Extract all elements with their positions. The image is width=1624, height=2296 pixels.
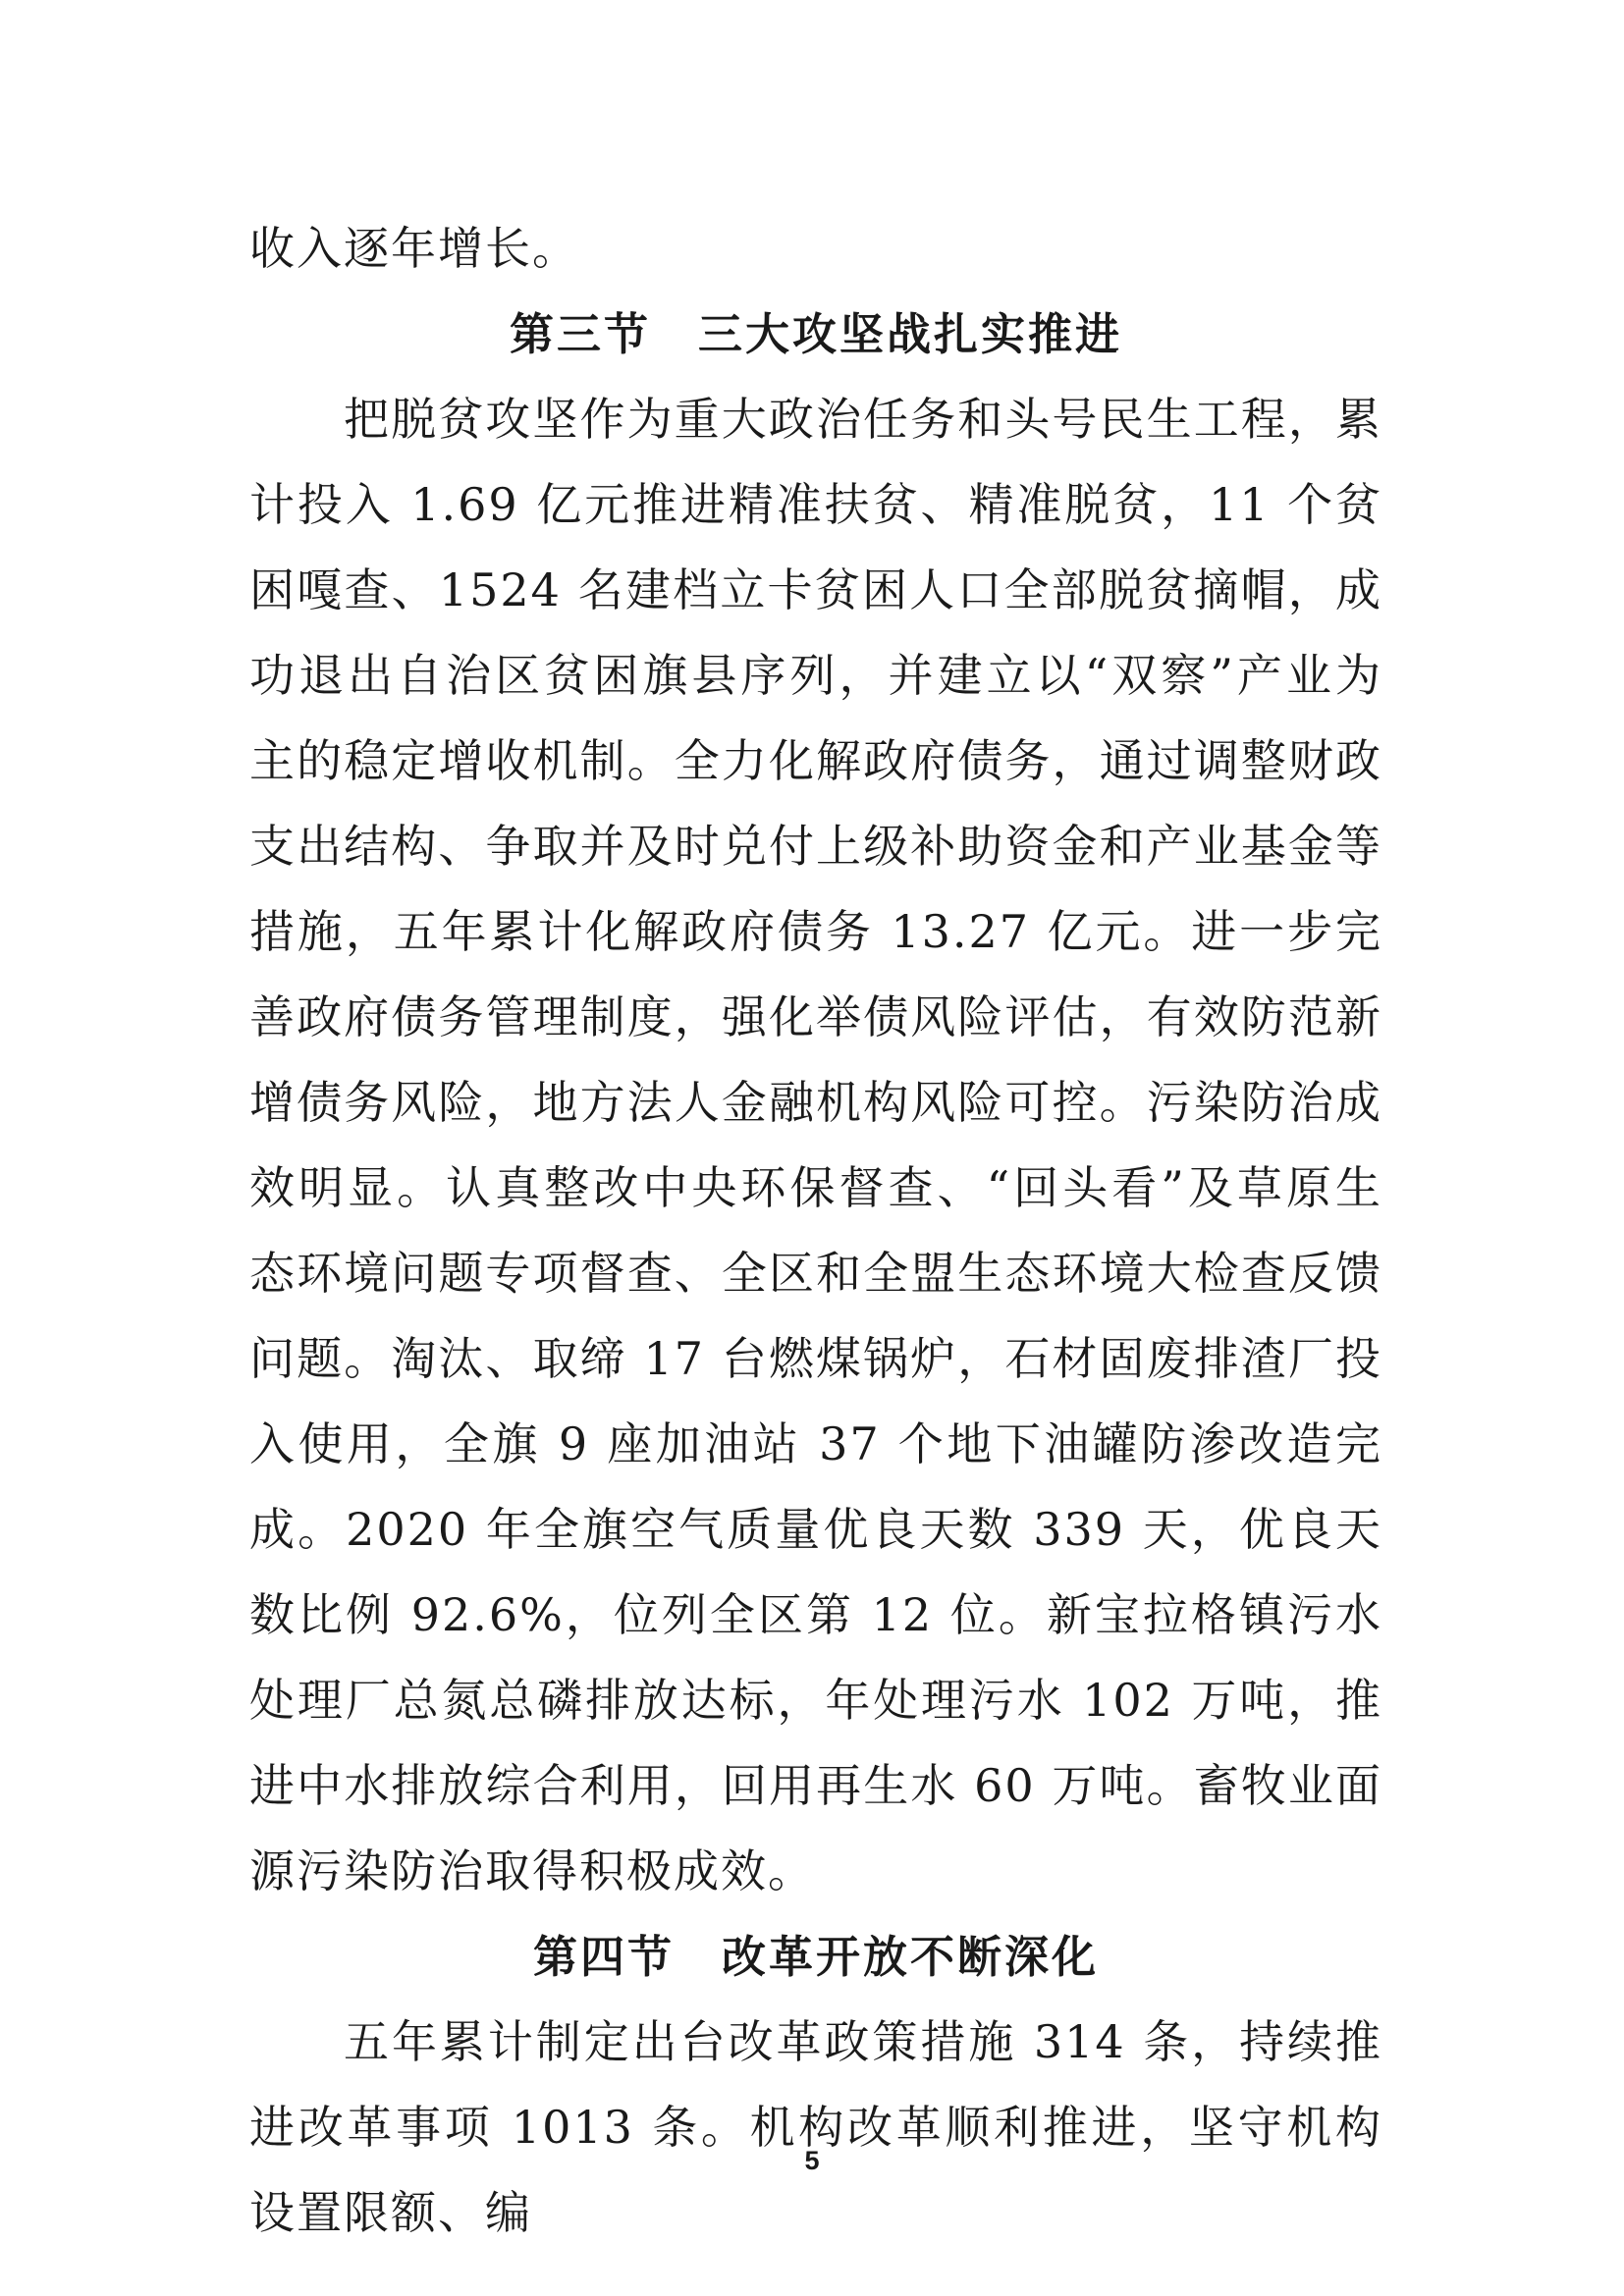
paragraph-reform: 五年累计制定出台改革政策措施 314 条，持续推进改革事项 1013 条。机构改革顺利推进，坚守机构设置限额、编 [249, 2015, 1382, 2239]
paragraph-continuation: 收入逐年增长。 [249, 222, 579, 275]
paragraph-poverty-debt-pollution: 把脱贫攻坚作为重大政治任务和头号民生工程，累计投入 1.69 亿元推进精准扶贫、精准脱贫，11 个贫困嘎查、1524 名建档立卡贫困人口全部脱贫摘帽，成功退出自治区贫困旗县序列，并建立以“双察”产业为主的稳定增收机制。全力化解政府债务，通过调整财政支出结构、争取并及时兑付上级补助资金和产业基金等措施，五年累计化解政府债务 13.27 亿元。进一步完善政府债务管理制度，强化举债风险评估，有效防范新增债务风险，地方法人金融机构风险可控。污染防治成效明显。认真整改中央环保督查、“回头看”及草原生态环境问题专项督查、全区和全盟生态环境大检查反馈问题。淘汰、取缔 17 台燃煤锅炉，石材固废排渣厂投入使用，全旗 9 座加油站 37 个地下油罐防渗改造完成。2020 年全旗空气质量优良天数 339 天，优良天数比例 92.6%，位列全区第 12 位。新宝拉格镇污水处理厂总氮总磷排放达标，年处理污水 102 万吨，推进中水排放综合利用，回用再生水 60 万吨。畜牧业面源污染防治取得积极成效。 [249, 393, 1382, 1897]
page-number: 5 [804, 2146, 820, 2175]
section-heading-3: 第三节 三大攻坚战扎实推进 [509, 308, 1122, 360]
section-heading-4: 第四节 改革开放不断深化 [532, 1931, 1099, 1983]
document-body [249, 206, 1382, 2256]
